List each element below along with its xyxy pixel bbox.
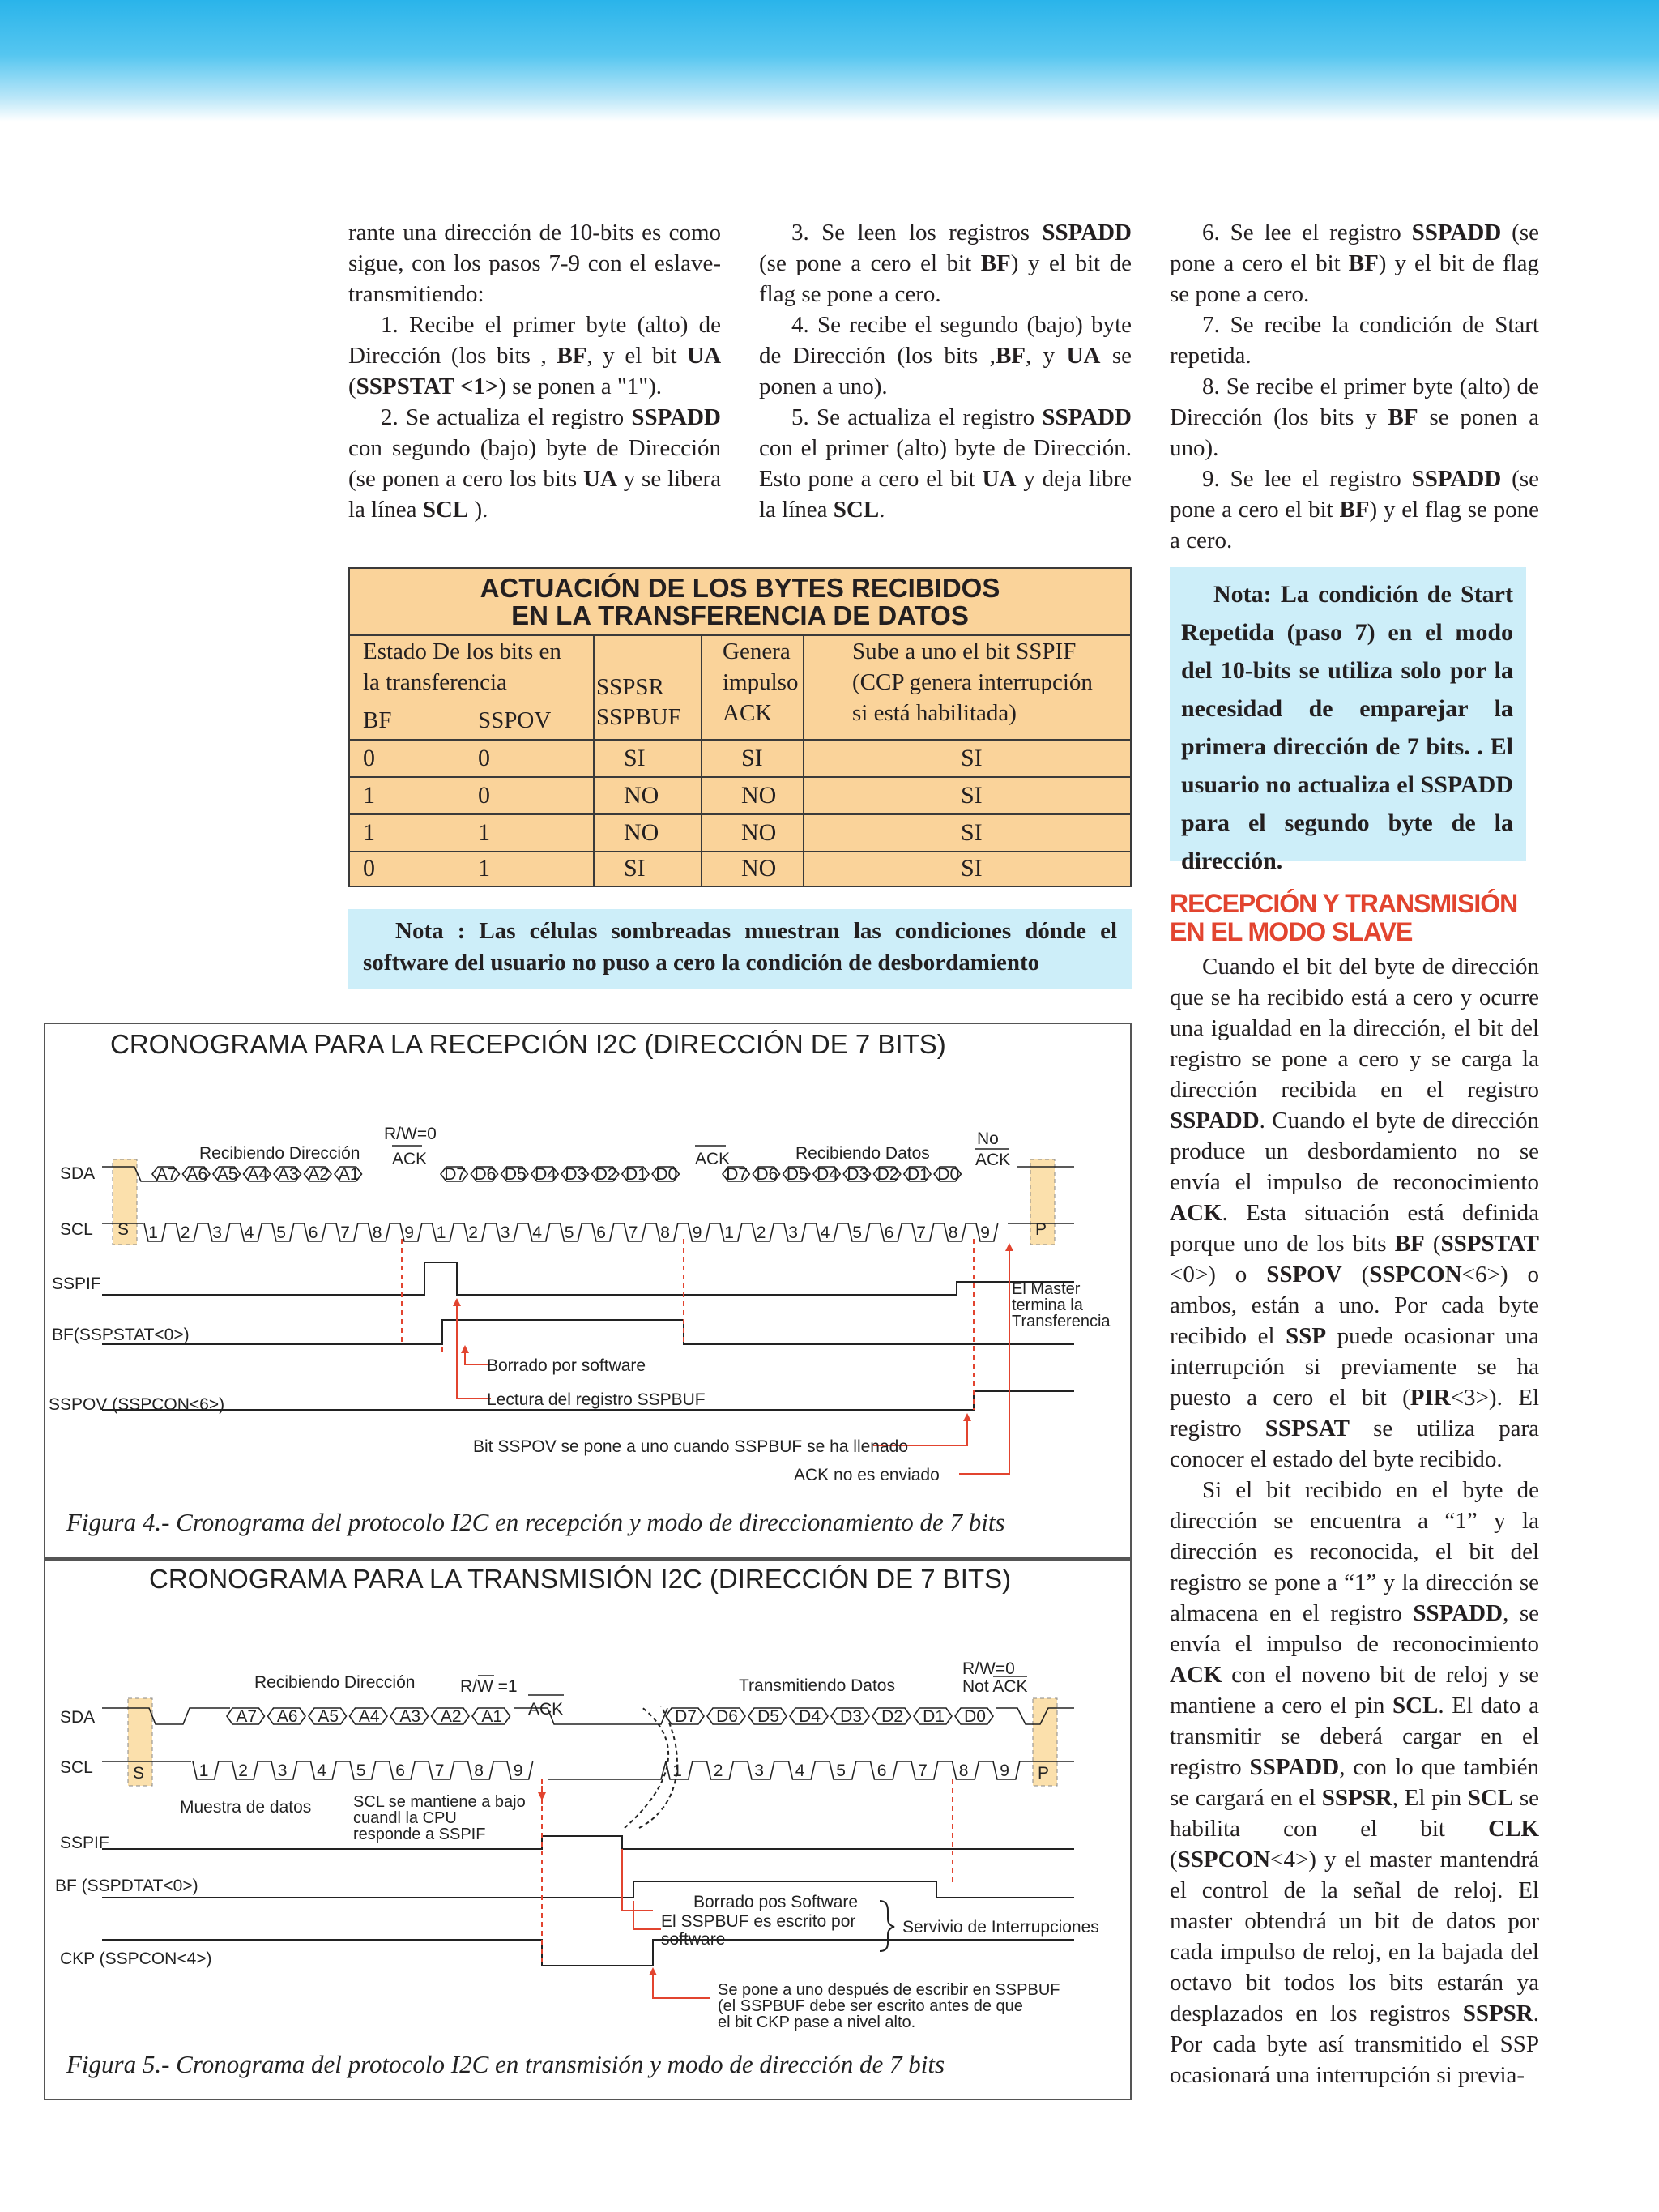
figure-4-diagram xyxy=(45,1024,1133,1561)
sda-bit-label: D1 xyxy=(923,1707,945,1726)
scl-clock-label: 3 xyxy=(212,1223,222,1242)
sda-bit-label: D0 xyxy=(937,1165,960,1184)
header-bf: BF xyxy=(363,707,392,733)
bytes-table: ACTUACIÓN DE LOS BYTES RECIBIDOS EN LA TRANSFERENCIA DE DATOS Estado De los bits en la transferencia BF SSPOV SSPSR SSPBUF Genera impulso ACK Sube a uno el bit SSPIF (CCP genera interrupción si está habilitada) 0 0 SI SI SI 1 0 NO NO SI 1 1 NO NO SI 0 1 SI NO SI xyxy=(348,567,1132,887)
scl-clock-label: 1 xyxy=(672,1761,682,1780)
text-column-3 xyxy=(1170,217,1539,556)
annotation-master: El Master xyxy=(1012,1280,1081,1298)
scl-clock-label: 4 xyxy=(532,1223,542,1242)
scl-clock-label: 4 xyxy=(795,1761,805,1780)
label-no: No xyxy=(977,1129,999,1148)
annotation-scl: responde a SSPIF xyxy=(353,1826,486,1843)
annotation-master: Transferencia xyxy=(1012,1313,1111,1330)
signal-bf-label: BF (SSPDTAT<0>) xyxy=(55,1877,198,1895)
annotation-master: termina la xyxy=(1012,1296,1083,1314)
sda-bit-label: A3 xyxy=(399,1707,421,1726)
stop-label: P xyxy=(1038,1764,1050,1783)
scl-clock-label: 1 xyxy=(148,1223,158,1242)
scl-clock-label: 2 xyxy=(180,1223,190,1242)
scl-clock-label: 8 xyxy=(372,1223,382,1242)
annotation-pone: (el SSPBUF debe ser escrito antes de que xyxy=(718,1997,1023,2015)
label-receiving-address: Recibiendo Dirección xyxy=(254,1673,416,1692)
sda-bit-label: D7 xyxy=(726,1165,748,1184)
sda-bit-label: D4 xyxy=(535,1165,557,1184)
sda-bit-label: D6 xyxy=(756,1165,778,1184)
scl-clock-label: 5 xyxy=(836,1761,846,1780)
annotation-escrito: El SSPBUF es escrito por xyxy=(661,1912,856,1931)
scl-clock-label: 5 xyxy=(852,1223,862,1242)
sda-bit-label: D0 xyxy=(964,1707,986,1726)
scl-clock-label: 9 xyxy=(980,1223,990,1242)
label-ack: ACK xyxy=(695,1150,731,1168)
sda-bit-label: D1 xyxy=(907,1165,929,1184)
scl-clock-label: 9 xyxy=(1000,1761,1009,1780)
label-no-ack: ACK xyxy=(975,1151,1011,1169)
annotation-muestra: Muestra de datos xyxy=(180,1798,312,1817)
scl-clock-label: 6 xyxy=(395,1761,405,1780)
scl-waveform xyxy=(102,1223,1074,1242)
scl-clock-label: 4 xyxy=(244,1223,254,1242)
label-ack: ACK xyxy=(528,1700,564,1719)
annotation-pone: el bit CKP pase a nivel alto. xyxy=(718,2013,916,2031)
signal-sspif-label: SSPIF xyxy=(60,1834,109,1852)
table-title: ACTUACIÓN DE LOS BYTES RECIBIDOS xyxy=(480,573,1000,603)
figure-5-transmit-timing xyxy=(44,1559,1132,2100)
sda-bit-label: A1 xyxy=(481,1707,503,1726)
paragraph: Si el bit recibido en el byte de dirección se encuentra a “1” y la dirección es reconocida, el bit del registro se pone a “1” y la dirección se almacena en el registro SSPADD, se envía el impulso de reconocimiento ACK con el noveno bit de reloj y se mantiene a cero el pin SCL. El dato a transmitir se deberá cargar en el registro SSPADD, con lo que también se cargará en el SSPSR, El pin SCL se habilita con el bit CLK (SSPCON<4>) y el master mantendrá el control de la señal de reloj. El master obtendrá un bit de datos por cada impulso de reloj, en la bajada del octavo bit todos los bits estarán ya desplazados en los registros SSPSR. Por cada byte así transmitido el SSP ocasionará una interrupción si previa- xyxy=(1170,1477,1539,2088)
sda-bit-label: A6 xyxy=(276,1707,298,1726)
scl-clock-label: 7 xyxy=(628,1223,638,1242)
signal-bf-label: BF(SSPSTAT<0>) xyxy=(52,1326,190,1344)
scl-clock-label: 7 xyxy=(916,1223,926,1242)
scl-clock-label: 9 xyxy=(404,1223,414,1242)
scl-clock-label: 1 xyxy=(724,1223,734,1242)
scl-clock-label: 7 xyxy=(918,1761,928,1780)
label-receiving-data: Recibiendo Datos xyxy=(795,1144,930,1163)
signal-sda-label: SDA xyxy=(60,1164,96,1183)
sda-bit-label: D5 xyxy=(786,1165,808,1184)
scl-clock-line xyxy=(666,1761,1074,1779)
signal-sda-label: SDA xyxy=(60,1708,96,1727)
header-sspov: SSPOV xyxy=(478,707,552,733)
sda-bit-label: D6 xyxy=(716,1707,738,1726)
start-label: S xyxy=(133,1764,145,1783)
scl-clock-label: 1 xyxy=(436,1223,446,1242)
sda-bit-label: D2 xyxy=(876,1165,899,1184)
text-column-2 xyxy=(759,217,1132,525)
sda-bit-label: D6 xyxy=(474,1165,497,1184)
sda-bit-label: D2 xyxy=(881,1707,903,1726)
sda-bit-label: A5 xyxy=(318,1707,339,1726)
annotation-sspov: Bit SSPOV se pone a uno cuando SSPBUF se ha llenado xyxy=(473,1437,909,1456)
label-transmitting-data: Transmitiendo Datos xyxy=(739,1676,895,1695)
text-column-3-body xyxy=(1170,951,1539,2090)
figure-4-receive-timing xyxy=(44,1023,1132,1559)
annotation-scl: cuandl la CPU xyxy=(353,1809,457,1827)
side-note-box: Nota: La condición de Start Repetida (paso 7) en el modo del 10-bits se utiliza solo por la necesidad de emparejar la primera dirección de 7 bits. . El usuario no actualiza el SSPADD para el segundo byte de la dirección. xyxy=(1170,567,1526,861)
sda-bit-label: A2 xyxy=(308,1165,330,1184)
scl-clock-label: 6 xyxy=(884,1223,894,1242)
header-genera: impulso xyxy=(723,669,799,695)
sda-waveform xyxy=(102,1165,1074,1184)
paragraph: 1. Recibe el primer byte (alto) de Dirección (los bits , BF, y el bit UA (SSPSTAT <1>) se ponen a "1"). xyxy=(348,312,722,399)
sda-bit-label: D3 xyxy=(565,1165,587,1184)
scl-clock-label: 5 xyxy=(564,1223,574,1242)
annotation-servicio: Servivio de Interrupciones xyxy=(902,1918,1099,1937)
sda-bit-label: A3 xyxy=(277,1165,299,1184)
scl-clock-label: 2 xyxy=(713,1761,723,1780)
scl-clock-label: 2 xyxy=(468,1223,478,1242)
scl-clock-label: 6 xyxy=(876,1761,887,1780)
scl-clock-label: 9 xyxy=(692,1223,702,1242)
header-genera: ACK xyxy=(723,700,773,726)
annotation-scl: SCL se mantiene a bajo xyxy=(353,1793,526,1811)
annotation-borrado: Borrado por software xyxy=(487,1356,646,1375)
sda-bit-label: A1 xyxy=(338,1165,360,1184)
sda-bit-label: D4 xyxy=(799,1707,821,1726)
scl-clock-label: 3 xyxy=(754,1761,764,1780)
sda-bit-label: D5 xyxy=(504,1165,527,1184)
figure-5-diagram xyxy=(45,1561,1133,2102)
label-rw: R/W =1 xyxy=(460,1677,518,1696)
scl-clock-label: 6 xyxy=(308,1223,318,1242)
paragraph: 2. Se actualiza el registro SSPADD con segundo (bajo) byte de Dirección (se ponen a cero los bits UA y se libera la línea SCL ). xyxy=(348,404,722,523)
section-heading: RECEPCIÓN Y TRANSMISIÓN EN EL MODO SLAVE xyxy=(1170,889,1518,946)
text-column-1 xyxy=(348,217,721,525)
sda-bit-label: D5 xyxy=(757,1707,779,1726)
signal-scl-label: SCL xyxy=(60,1220,93,1239)
figure-title: CRONOGRAMA PARA LA TRANSMISIÓN I2C (DIRECCIÓN DE 7 BITS) xyxy=(149,1564,1012,1594)
annotation-borrado: Borrado pos Software xyxy=(693,1893,859,1911)
paragraph: 4. Se recibe el segundo (bajo) byte de Dirección (los bits ,BF, y UA se ponen a uno). xyxy=(759,312,1132,399)
paragraph: 8. Se recibe el primer byte (alto) de Dirección (los bits y BF se ponen a uno). xyxy=(1170,374,1539,461)
paragraph: Cuando el bit del byte de dirección que se ha recibido está a cero y ocurre una igualdad en la dirección, el bit del registro se pone a cero y se carga la dirección recibida en el registro SSPADD. Cuando el byte de dirección produce un desbordamiento no se envía el impulso de reconocimiento ACK. Esta situación está definida porque uno de los bits BF (SSPSTAT <0>) o SSPOV (SSPCON<6>) o ambos, están a uno. Por cada byte recibido el SSP puede ocasionar una interrupción si previamente se ha puesto a cero el bit (PIR<3>). El registro SSPSAT se utiliza para conocer el estado del byte recibido. xyxy=(1170,954,1540,1472)
sda-bit-label: A4 xyxy=(247,1165,269,1184)
start-label: S xyxy=(117,1220,130,1239)
sda-bit-label: A4 xyxy=(358,1707,380,1726)
scl-clock-label: 8 xyxy=(948,1223,958,1242)
header-genera: Genera xyxy=(723,638,791,664)
label-not-ack: Not ACK xyxy=(962,1677,1028,1696)
figure-caption: Figura 5.- Cronograma del protocolo I2C en transmisión y modo de dirección de 7 bits xyxy=(66,2050,945,2078)
signal-scl-label: SCL xyxy=(60,1758,93,1777)
figure-caption: Figura 4.- Cronograma del protocolo I2C en recepción y modo de direccionamiento de 7 bits xyxy=(66,1508,1005,1536)
paragraph: 3. Se leen los registros SSPADD (se pone a cero el bit BF) y el bit de flag se pone a cero. xyxy=(759,220,1132,307)
sda-bit-label: A6 xyxy=(186,1165,208,1184)
scl-clock-label: 2 xyxy=(238,1761,248,1780)
sda-bit-label: D7 xyxy=(444,1165,467,1184)
scl-clock-label: 3 xyxy=(500,1223,510,1242)
sda-line xyxy=(102,1708,230,1724)
annotation-lectura: Lectura del registro SSPBUF xyxy=(487,1390,706,1409)
sda-bit-label: D3 xyxy=(847,1165,869,1184)
label-ack: ACK xyxy=(392,1150,428,1168)
scl-clock-label: 5 xyxy=(356,1761,366,1780)
scl-clock-label: 9 xyxy=(513,1761,523,1780)
header-gradient-band xyxy=(0,0,1659,122)
scl-clock-label: 8 xyxy=(958,1761,969,1780)
scl-clock-label: 7 xyxy=(434,1761,445,1780)
paragraph: 9. Se lee el registro SSPADD (se pone a cero el bit BF) y el flag se pone a cero. xyxy=(1170,466,1540,553)
sda-bit-label: D0 xyxy=(655,1165,678,1184)
stop-label: P xyxy=(1035,1220,1047,1239)
sda-bit-label: A2 xyxy=(440,1707,462,1726)
header-sspsr: SSPSR xyxy=(596,674,664,700)
table-note: Nota : Las células sombreadas muestran las condiciones dónde el software del usuario no puso a cero la condición de desbordamiento xyxy=(348,909,1132,989)
header-sspbuf: SSPBUF xyxy=(596,704,681,730)
header-sube: si está habilitada) xyxy=(852,700,1017,726)
scl-clock-label: 8 xyxy=(474,1761,484,1780)
header-estado: la transferencia xyxy=(363,669,507,695)
sda-bit-label: D1 xyxy=(625,1165,647,1184)
sda-waveform xyxy=(102,1707,1074,1726)
annotation-pone: Se pone a uno después de escribir en SSPBUF xyxy=(718,1981,1060,1999)
scl-clock-label: 6 xyxy=(596,1223,606,1242)
header-sube: (CCP genera interrupción xyxy=(852,669,1093,695)
sda-bit-label: A5 xyxy=(216,1165,238,1184)
scl-clock-label: 5 xyxy=(276,1223,286,1242)
annotation-ack-not-sent: ACK no es enviado xyxy=(794,1466,940,1484)
scl-clock-line xyxy=(548,1761,666,1779)
scl-clock-label: 3 xyxy=(277,1761,288,1780)
paragraph: 7. Se recibe la condición de Start repetida. xyxy=(1170,312,1539,369)
sda-bit-label: A7 xyxy=(236,1707,258,1726)
signal-sspif-label: SSPIF xyxy=(52,1275,101,1293)
label-rw: R/W=0 xyxy=(384,1125,437,1143)
paragraph: 5. Se actualiza el registro SSPADD con el primer (alto) byte de Dirección. Esto pone a cero el bit UA y deja libre la línea SCL. xyxy=(759,404,1132,523)
annotation-escrito: software xyxy=(661,1930,726,1949)
table-title: EN LA TRANSFERENCIA DE DATOS xyxy=(511,600,969,630)
scl-waveform xyxy=(102,1761,1074,1780)
sda-bit-label: D4 xyxy=(817,1165,838,1184)
figure-title: CRONOGRAMA PARA LA RECEPCIÓN I2C (DIRECCIÓN DE 7 BITS) xyxy=(110,1029,946,1059)
sda-bit-label: D7 xyxy=(675,1707,697,1726)
scl-clock-label: 4 xyxy=(820,1223,830,1242)
sda-bit-label: D2 xyxy=(595,1165,617,1184)
sda-bit-label: D3 xyxy=(840,1707,862,1726)
scl-clock-label: 2 xyxy=(756,1223,766,1242)
scl-clock-label: 4 xyxy=(317,1761,326,1780)
label-rw0: R/W=0 xyxy=(962,1659,1015,1678)
scl-clock-label: 3 xyxy=(788,1223,798,1242)
paragraph: 6. Se lee el registro SSPADD (se pone a cero el bit BF) y el bit de flag se pone a cero. xyxy=(1170,220,1539,307)
label-receiving-address: Recibiendo Dirección xyxy=(199,1144,360,1163)
sda-bit-label: A7 xyxy=(156,1165,177,1184)
scl-clock-label: 7 xyxy=(340,1223,350,1242)
header-sube: Sube a uno el bit SSPIF xyxy=(852,638,1077,664)
scl-clock-label: 1 xyxy=(198,1761,209,1780)
header-estado: Estado De los bits en xyxy=(363,638,561,664)
signal-sspov-label: SSPOV (SSPCON<6>) xyxy=(49,1395,225,1414)
paragraph: rante una dirección de 10-bits es como sigue, con los pasos 7-9 con el eslave-transmitiendo: xyxy=(348,220,721,307)
signal-ckp-label: CKP (SSPCON<4>) xyxy=(60,1949,212,1968)
scl-clock-label: 8 xyxy=(660,1223,670,1242)
